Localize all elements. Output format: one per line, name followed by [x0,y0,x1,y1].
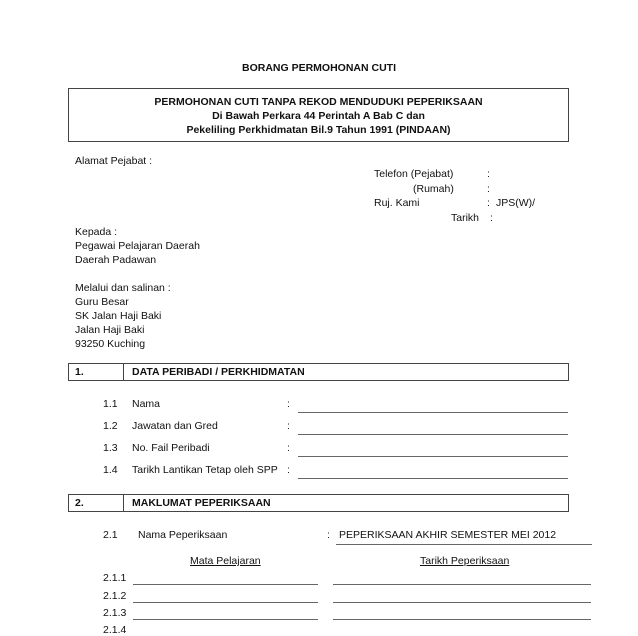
item-2-1-label: Nama Peperiksaan [138,529,228,541]
section-2-number: 2. [75,497,84,509]
header-line-2: Di Bawah Perkara 44 Perintah A Bab C dan [212,110,425,122]
kepada-label: Kepada : [75,226,118,238]
tarikh-colon: : [490,212,493,224]
col-tarikh-peperiksaan: Tarikh Peperiksaan [420,555,510,567]
col-mata-pelajaran: Mata Pelajaran [190,555,261,567]
section-1-title: DATA PERIBADI / PERKHIDMATAN [132,366,305,378]
row-2-1-1-date-line[interactable] [333,584,591,585]
row-2-1-2-number: 2.1.2 [103,590,127,602]
section-2-title: MAKLUMAT PEPERIKSAAN [132,497,271,509]
item-1-2-label: Jawatan dan Gred [132,420,218,432]
item-1-4-label: Tarikh Lantikan Tetap oleh SPP [132,464,278,476]
telefon-rumah-colon: : [487,183,490,195]
section-1-number: 1. [75,366,84,378]
fail-peribadi-field-line[interactable] [298,456,568,457]
exam-name-field-line [336,544,592,545]
telefon-rumah-label: (Rumah) [413,183,454,195]
ruj-kami-value: JPS(W)/ [496,197,536,209]
section-1-header [68,363,569,381]
row-2-1-3-number: 2.1.3 [103,607,127,619]
melalui-line-1: Guru Besar [75,296,129,308]
nama-field-line[interactable] [298,412,568,413]
melalui-line-4: 93250 Kuching [75,338,146,350]
item-1-1-label: Nama [132,398,161,410]
jawatan-field-line[interactable] [298,434,568,435]
tarikh-label: Tarikh [451,212,480,224]
kepada-line-2: Daerah Padawan [75,254,157,266]
item-1-2-colon: : [287,420,290,432]
melalui-label: Melalui dan salinan : [75,282,171,294]
telefon-pejabat-label: Telefon (Pejabat) [374,168,454,180]
item-1-3-number: 1.3 [103,442,118,454]
row-2-1-1-number: 2.1.1 [103,572,127,584]
item-1-4-number: 1.4 [103,464,118,476]
header-box [68,88,569,142]
exam-name-value: PEPERIKSAAN AKHIR SEMESTER MEI 2012 [339,529,557,541]
item-1-2-number: 1.2 [103,420,118,432]
tarikh-lantikan-field-line[interactable] [298,478,568,479]
form-title: BORANG PERMOHONAN CUTI [242,62,396,74]
row-2-1-3-subject-line[interactable] [133,619,318,620]
item-1-3-label: No. Fail Peribadi [132,442,210,454]
telefon-pejabat-colon: : [487,168,490,180]
item-1-1-number: 1.1 [103,398,118,410]
row-2-1-1-subject-line[interactable] [133,584,318,585]
melalui-line-3: Jalan Haji Baki [75,324,145,336]
row-2-1-2-subject-line[interactable] [133,602,318,603]
item-1-3-colon: : [287,442,290,454]
item-1-4-colon: : [287,464,290,476]
melalui-line-2: SK Jalan Haji Baki [75,310,162,322]
ruj-kami-label: Ruj. Kami [374,197,420,209]
section-1-divider [123,364,124,380]
header-line-3: Pekeliling Perkhidmatan Bil.9 Tahun 1991 (PINDAAN) [186,124,451,136]
alamat-pejabat-label: Alamat Pejabat : [75,155,153,167]
section-2-header [68,494,569,512]
header-line-1: PERMOHONAN CUTI TANPA REKOD MENDUDUKI PEPERIKSAAN [154,96,483,108]
item-2-1-number: 2.1 [103,529,118,541]
ruj-kami-colon: : [487,197,490,209]
section-2-divider [123,495,124,511]
item-1-1-colon: : [287,398,290,410]
item-2-1-colon: : [327,529,330,541]
row-2-1-3-date-line[interactable] [333,619,591,620]
row-2-1-2-date-line[interactable] [333,602,591,603]
row-2-1-4-number: 2.1.4 [103,624,127,636]
kepada-line-1: Pegawai Pelajaran Daerah [75,240,200,252]
